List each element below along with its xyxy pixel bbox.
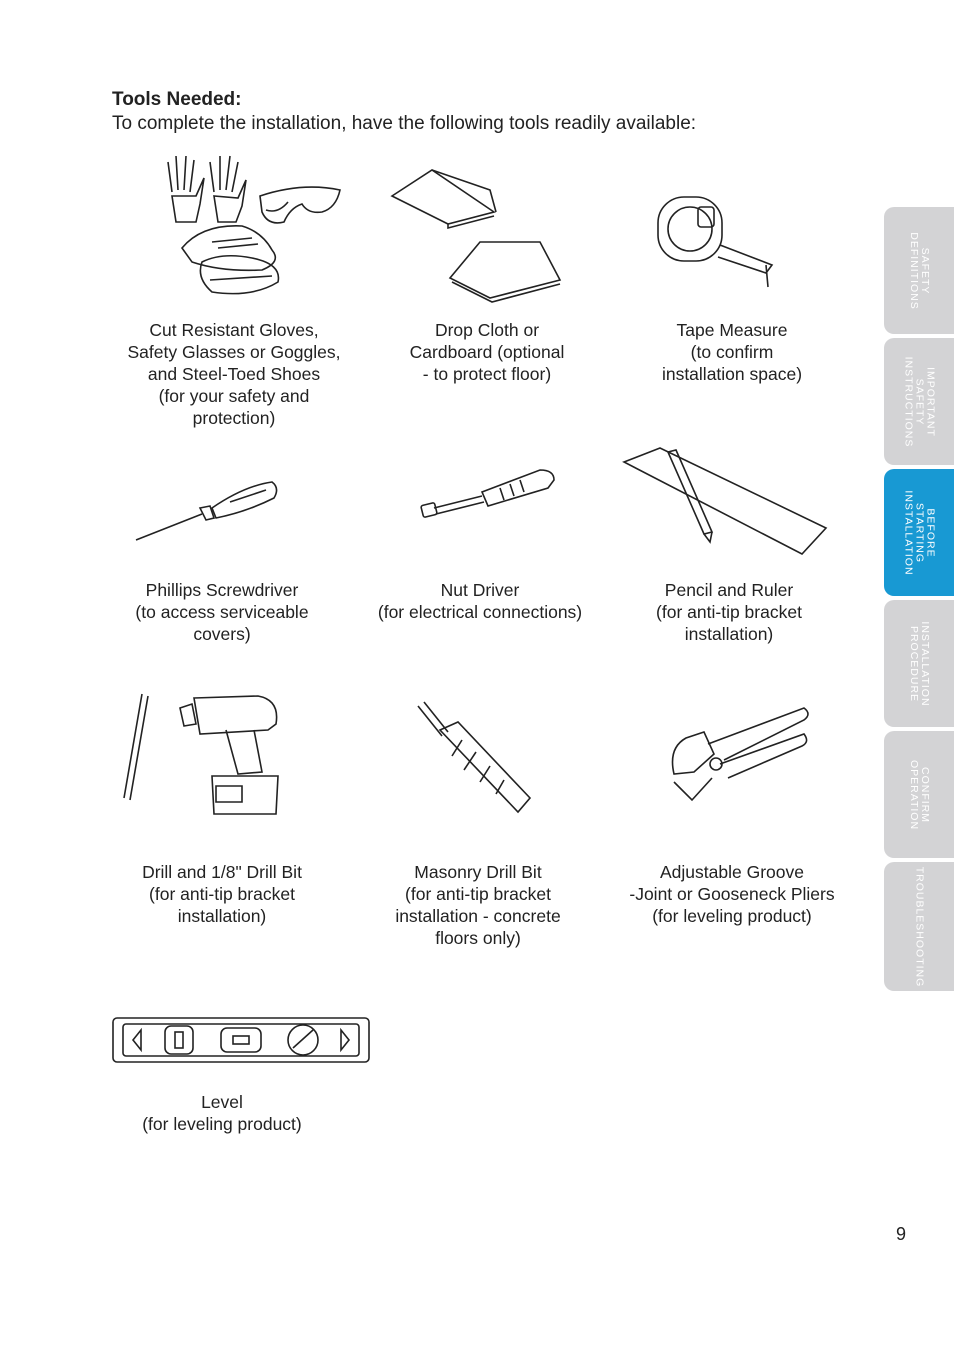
caption-drop-cloth: Drop Cloth or Cardboard (optional - to protect floor) xyxy=(409,320,565,384)
masonry-bit-icon xyxy=(412,700,537,820)
section-intro: To complete the installation, have the following tools readily available: xyxy=(112,113,697,134)
tab-confirm-operation[interactable]: CONFIRM OPERATION xyxy=(884,731,954,858)
drill-icon xyxy=(118,690,283,823)
caption-level: Level (for leveling product) xyxy=(142,1092,302,1134)
caption-safety-gear: Cut Resistant Gloves, Safety Glasses or Goggles, and Steel-Toed Shoes (for your safety and protection) xyxy=(127,320,341,428)
page-number: 9 xyxy=(896,1224,907,1244)
tab-installation-procedure[interactable]: INSTALLATION PROCEDURE xyxy=(884,600,954,727)
caption-pliers: Adjustable Groove -Joint or Gooseneck Pliers (for leveling product) xyxy=(629,862,835,926)
pliers-icon xyxy=(664,704,814,814)
tools-heading xyxy=(112,88,696,136)
caption-tape-measure: Tape Measure (to confirm installation space) xyxy=(661,320,803,384)
drop-cloth-icon xyxy=(390,168,565,308)
tab-before-starting-installation[interactable]: BEFORE STARTING INSTALLATION xyxy=(884,469,954,596)
level-icon xyxy=(111,1016,373,1069)
caption-masonry-bit: Masonry Drill Bit (for anti-tip bracket installation - concrete floors only) xyxy=(395,862,561,948)
pencil-ruler-icon xyxy=(620,444,830,564)
tab-important-safety-instructions[interactable]: IMPORTANT SAFETY INSTRUCTIONS xyxy=(884,338,954,465)
nut-driver-icon xyxy=(420,462,560,529)
phillips-screwdriver-icon xyxy=(134,478,282,551)
caption-pencil-ruler: Pencil and Ruler (for anti-tip bracket installation) xyxy=(656,580,802,644)
caption-phillips-screwdriver: Phillips Screwdriver (to access serviceable covers) xyxy=(135,580,309,644)
safety-gear-icon xyxy=(162,152,347,309)
tab-safety-definitions[interactable]: SAFETY DEFINITIONS xyxy=(884,207,954,334)
tape-measure-icon xyxy=(654,193,779,293)
caption-drill: Drill and 1/8" Drill Bit (for anti-tip bracket installation) xyxy=(142,862,302,926)
caption-nut-driver: Nut Driver (for electrical connections) xyxy=(377,580,583,622)
tab-troubleshooting[interactable]: TROUBLESHOOTING xyxy=(884,862,954,991)
section-title: Tools Needed: xyxy=(112,89,242,110)
